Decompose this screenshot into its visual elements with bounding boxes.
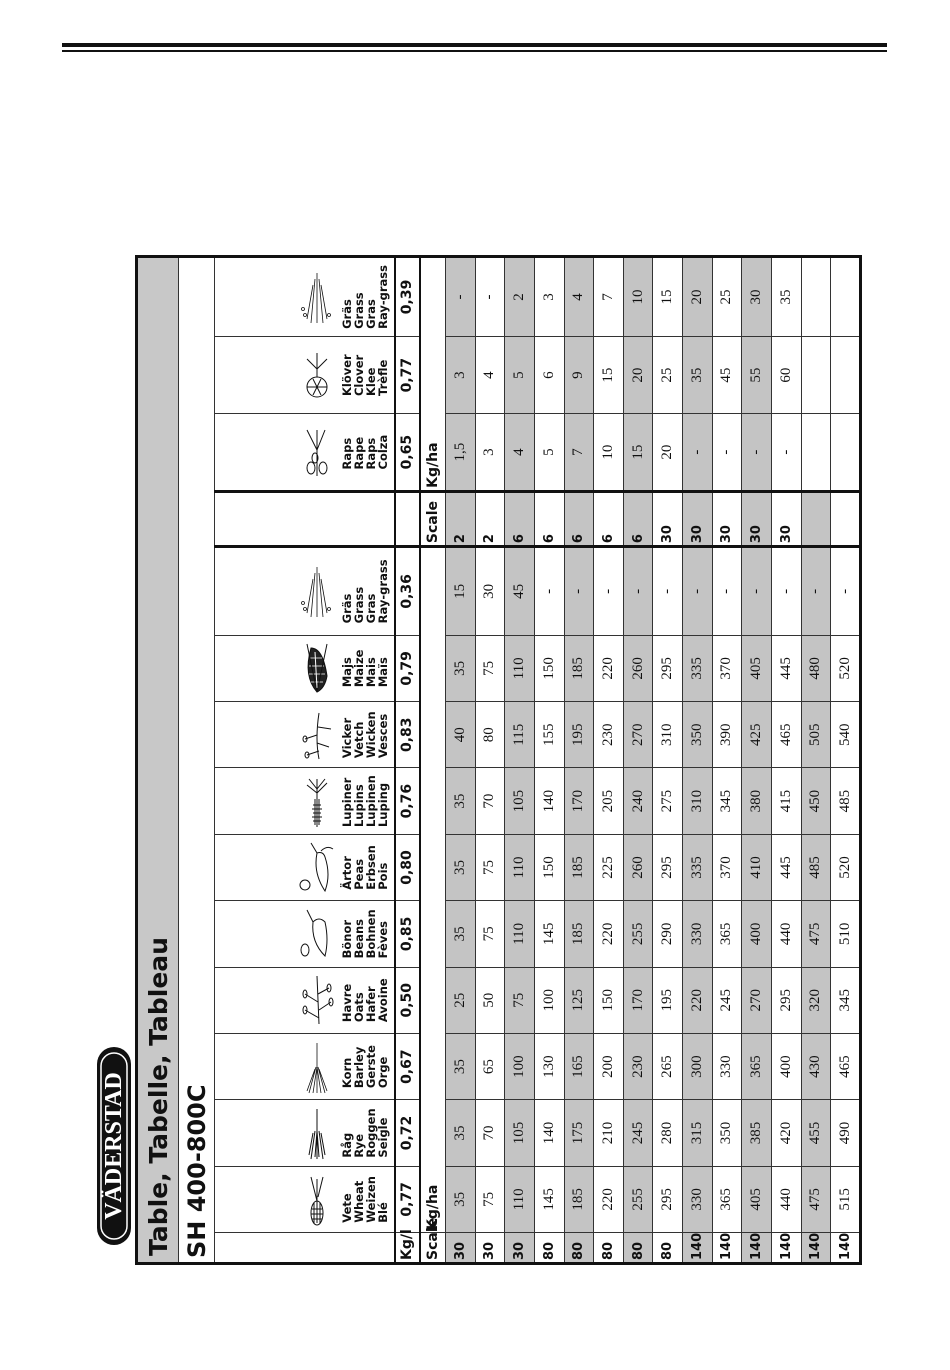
rotated-seed-table <box>135 255 862 1265</box>
corner-cell <box>215 1233 395 1264</box>
rate-value: 35 <box>446 1033 476 1099</box>
rate-value: 455 <box>801 1100 831 1166</box>
rate-value: 140 <box>534 768 564 834</box>
scale-value <box>801 491 831 546</box>
crop-header <box>215 336 395 413</box>
rate-value: 30 <box>475 547 505 636</box>
rate-value: 110 <box>505 901 535 967</box>
crop-name: Raps Rape Raps Colza <box>339 434 390 470</box>
rate-value: 220 <box>594 1166 624 1232</box>
rate-value: - <box>564 547 594 636</box>
rate-value: 445 <box>771 635 801 701</box>
density-value: 0,76 <box>395 768 420 834</box>
rate-value <box>801 257 831 337</box>
table-row <box>831 257 861 1264</box>
crop-header <box>215 834 395 900</box>
table-row <box>623 257 653 1264</box>
rate-value <box>801 336 831 413</box>
rate-value: 400 <box>742 901 772 967</box>
scale-value: 6 <box>623 491 653 546</box>
rate-value: - <box>683 547 713 636</box>
rate-value: 185 <box>564 1166 594 1232</box>
rate-value: - <box>534 547 564 636</box>
rate-value: 380 <box>742 768 772 834</box>
rate-value: 130 <box>534 1033 564 1099</box>
rate-value: 270 <box>742 967 772 1033</box>
scale-value: 30 <box>683 491 713 546</box>
rate-value: 1,5 <box>446 414 476 491</box>
rate-value: 70 <box>475 1100 505 1166</box>
rate-value: 5 <box>505 336 535 413</box>
density-value: 0,77 <box>395 336 420 413</box>
scale-value: 30 <box>505 1233 535 1264</box>
oats-icon <box>297 972 337 1028</box>
header-rule-thick <box>62 43 887 47</box>
rate-value: 15 <box>653 257 683 337</box>
rate-value: 100 <box>534 967 564 1033</box>
rate-value: 520 <box>831 635 861 701</box>
rate-value: 345 <box>831 967 861 1033</box>
rate-value: 195 <box>564 702 594 768</box>
rate-value: 30 <box>742 257 772 337</box>
scale-value: 80 <box>653 1233 683 1264</box>
rate-value: 210 <box>594 1100 624 1166</box>
rate-value: 415 <box>771 768 801 834</box>
scale-value: 30 <box>446 1233 476 1264</box>
rate-value: 230 <box>623 1033 653 1099</box>
rate-value <box>831 414 861 491</box>
rate-value: 2 <box>505 257 535 337</box>
rate-value: 335 <box>683 635 713 701</box>
rate-value: - <box>771 414 801 491</box>
rate-value: 105 <box>505 768 535 834</box>
density-value: 0,36 <box>395 547 420 636</box>
rate-value: 140 <box>534 1100 564 1166</box>
rate-value: 7 <box>564 414 594 491</box>
rate-value: 465 <box>771 702 801 768</box>
rate-value: 7 <box>594 257 624 337</box>
scale-value: 80 <box>564 1233 594 1264</box>
table-row <box>683 257 713 1264</box>
rate-value: 220 <box>594 635 624 701</box>
rate-value: 10 <box>623 257 653 337</box>
rate-value: 390 <box>712 702 742 768</box>
scale-value: 140 <box>801 1233 831 1264</box>
clover-icon <box>297 347 337 403</box>
rate-value: 155 <box>534 702 564 768</box>
rate-value: 515 <box>831 1166 861 1232</box>
rate-value: 430 <box>801 1033 831 1099</box>
rate-value: 240 <box>623 768 653 834</box>
table-row <box>505 257 535 1264</box>
rate-value: 310 <box>653 702 683 768</box>
crop-name: Vicker Vetch Wicken Vesces <box>339 711 390 759</box>
crop-name: Gräs Grass Gras Ray-grass <box>339 265 390 329</box>
rate-value: - <box>475 257 505 337</box>
rate-value: 50 <box>475 967 505 1033</box>
rate-value: 450 <box>801 768 831 834</box>
table-row <box>801 257 831 1264</box>
rate-value: 440 <box>771 1166 801 1232</box>
rate-value: 145 <box>534 901 564 967</box>
scale-value: 6 <box>505 491 535 546</box>
table-row <box>446 257 476 1264</box>
rate-value: 35 <box>683 336 713 413</box>
rate-value: 75 <box>475 1166 505 1232</box>
scale-value: 80 <box>623 1233 653 1264</box>
crop-header <box>215 901 395 967</box>
rate-value: - <box>594 547 624 636</box>
crop-name: Klöver Clover Klee Trèfle <box>339 354 390 397</box>
vaderstad-logo <box>95 1045 133 1247</box>
table-title: Table, Tabelle, Tableau <box>137 257 179 1264</box>
rate-value: 295 <box>653 635 683 701</box>
seed-rate-table <box>135 255 862 1265</box>
rate-value: 350 <box>683 702 713 768</box>
rate-value: - <box>831 547 861 636</box>
rate-value: 15 <box>446 547 476 636</box>
table-row <box>475 257 505 1264</box>
rate-value: 315 <box>683 1100 713 1166</box>
rate-value: 320 <box>801 967 831 1033</box>
rate-value: 345 <box>712 768 742 834</box>
rate-value: 295 <box>771 967 801 1033</box>
crop-header <box>215 257 395 337</box>
rate-value: 35 <box>446 768 476 834</box>
rate-value: 245 <box>712 967 742 1033</box>
rate-value: 4 <box>505 414 535 491</box>
rate-value: 335 <box>683 834 713 900</box>
rye-icon <box>297 1105 337 1161</box>
rate-value: 150 <box>534 834 564 900</box>
rate-value: - <box>712 414 742 491</box>
rate-value: 35 <box>446 901 476 967</box>
rate-value: - <box>446 257 476 337</box>
rate-value: 35 <box>446 1100 476 1166</box>
peas-icon <box>297 839 337 895</box>
rate-value: 270 <box>623 702 653 768</box>
rate-value: 195 <box>653 967 683 1033</box>
rate-value: 80 <box>475 702 505 768</box>
rate-value: 365 <box>712 901 742 967</box>
rate-value: 175 <box>564 1100 594 1166</box>
rate-value: 55 <box>742 336 772 413</box>
brand-text: VÄDERSTAD <box>101 1072 127 1220</box>
rate-value: 185 <box>564 834 594 900</box>
rate-value: 6 <box>534 336 564 413</box>
scale-header-b: Scale <box>420 491 445 546</box>
rate-value: 170 <box>564 768 594 834</box>
rate-value: 20 <box>623 336 653 413</box>
crop-name: Ärtor Peas Erbsen Pois <box>339 845 390 890</box>
scale-value: 140 <box>683 1233 713 1264</box>
scale-value: 30 <box>475 1233 505 1264</box>
rate-value: 9 <box>564 336 594 413</box>
rate-value: 405 <box>742 635 772 701</box>
rate-value: 75 <box>475 901 505 967</box>
rate-value: 540 <box>831 702 861 768</box>
rate-value: 3 <box>534 257 564 337</box>
rate-value: - <box>653 547 683 636</box>
rate-value: 75 <box>505 967 535 1033</box>
scale-value: 140 <box>771 1233 801 1264</box>
scale-value: 30 <box>771 491 801 546</box>
crop-header <box>215 702 395 768</box>
density-value: 0,50 <box>395 967 420 1033</box>
scale-value: 140 <box>742 1233 772 1264</box>
rate-value: 475 <box>801 1166 831 1232</box>
rate-value: 150 <box>594 967 624 1033</box>
rate-value: 330 <box>712 1033 742 1099</box>
density-value: 0,72 <box>395 1100 420 1166</box>
table-row <box>653 257 683 1264</box>
rate-value: 290 <box>653 901 683 967</box>
rate-value: 15 <box>594 336 624 413</box>
rate-value: - <box>771 547 801 636</box>
scale-value: 6 <box>564 491 594 546</box>
header-rule-thin <box>62 50 887 52</box>
crop-name: Havre Oats Hafer Avoine <box>339 978 390 1023</box>
rate-value: 125 <box>564 967 594 1033</box>
rate-value: 310 <box>683 768 713 834</box>
density-label: Kg/l <box>395 1233 420 1264</box>
lupins-icon <box>297 773 337 829</box>
scale-value: 80 <box>594 1233 624 1264</box>
rate-value: 110 <box>505 635 535 701</box>
table-row <box>594 257 624 1264</box>
table-row <box>564 257 594 1264</box>
beans-icon <box>297 906 337 962</box>
table-row <box>771 257 801 1264</box>
rate-value: 245 <box>623 1100 653 1166</box>
rate-value: 255 <box>623 1166 653 1232</box>
density-value: 0,79 <box>395 635 420 701</box>
rate-value: 350 <box>712 1100 742 1166</box>
rate-value: 185 <box>564 635 594 701</box>
table-row <box>742 257 772 1264</box>
rate-value: 420 <box>771 1100 801 1166</box>
unit-header-a: Kg/ha <box>420 547 445 1233</box>
rate-value: 370 <box>712 834 742 900</box>
rate-value: 75 <box>475 635 505 701</box>
rate-value: 70 <box>475 768 505 834</box>
rate-value: 465 <box>831 1033 861 1099</box>
scale-value: 30 <box>653 491 683 546</box>
rate-value: 100 <box>505 1033 535 1099</box>
crop-name: Korn Barley Gerste Orge <box>339 1045 390 1089</box>
rate-value: 440 <box>771 901 801 967</box>
rate-value: 485 <box>831 768 861 834</box>
crop-name: Råg Rye Roggen Seigle <box>339 1108 390 1158</box>
crop-name: Bönor Beans Bohnen Fèves <box>339 909 390 959</box>
wheat-icon <box>297 1171 337 1227</box>
rate-value: 490 <box>831 1100 861 1166</box>
rate-value: 225 <box>594 834 624 900</box>
rate-value: 365 <box>712 1166 742 1232</box>
rate-value: 4 <box>564 257 594 337</box>
rate-value: 25 <box>653 336 683 413</box>
maize-icon <box>297 640 337 696</box>
rate-value: - <box>801 547 831 636</box>
rate-value: 35 <box>771 257 801 337</box>
rate-value: 260 <box>623 635 653 701</box>
rate-value: 220 <box>594 901 624 967</box>
density-value: 0,83 <box>395 702 420 768</box>
rate-value: 200 <box>594 1033 624 1099</box>
rate-value: 365 <box>742 1033 772 1099</box>
rate-value: 15 <box>623 414 653 491</box>
rate-value: 45 <box>712 336 742 413</box>
rate-value: 330 <box>683 1166 713 1232</box>
scale-header: Scale <box>420 1233 445 1264</box>
scale-value: 2 <box>475 491 505 546</box>
rate-value: 105 <box>505 1100 535 1166</box>
rate-value: 505 <box>801 702 831 768</box>
rate-value: 485 <box>801 834 831 900</box>
rate-value: 220 <box>683 967 713 1033</box>
crop-name: Vete Wheat Weizen Blé <box>339 1176 390 1223</box>
density-value: 0,39 <box>395 257 420 337</box>
rate-value: 275 <box>653 768 683 834</box>
rate-value: 255 <box>623 901 653 967</box>
rate-value: 4 <box>475 336 505 413</box>
rate-value: 45 <box>505 547 535 636</box>
rate-value: 400 <box>771 1033 801 1099</box>
rate-value: 265 <box>653 1033 683 1099</box>
rate-value: 410 <box>742 834 772 900</box>
scale-value: 140 <box>712 1233 742 1264</box>
rate-value: 115 <box>505 702 535 768</box>
model-title: SH 400-800C <box>179 257 215 1264</box>
rate-value: 480 <box>801 635 831 701</box>
grass-icon <box>297 563 337 619</box>
rate-value <box>831 336 861 413</box>
rate-value: - <box>683 414 713 491</box>
rape-icon <box>297 424 337 480</box>
rate-value: 370 <box>712 635 742 701</box>
rate-value: 445 <box>771 834 801 900</box>
rate-value: 205 <box>594 768 624 834</box>
rate-value: - <box>742 414 772 491</box>
rate-value: 5 <box>534 414 564 491</box>
rate-value: 40 <box>446 702 476 768</box>
crop-header <box>215 768 395 834</box>
crop-header <box>215 547 395 636</box>
barley-icon <box>297 1039 337 1095</box>
rate-value: - <box>623 547 653 636</box>
rate-value: 170 <box>623 967 653 1033</box>
rate-value: 385 <box>742 1100 772 1166</box>
rate-value: 65 <box>475 1033 505 1099</box>
density-value: 0,77 <box>395 1166 420 1232</box>
table-row <box>712 257 742 1264</box>
rate-value: 185 <box>564 901 594 967</box>
crop-name: Lupiner Lupins Lupinen Luping <box>339 775 390 828</box>
rate-value: 20 <box>653 414 683 491</box>
rate-value: 295 <box>653 1166 683 1232</box>
rate-value: 405 <box>742 1166 772 1232</box>
rate-value: 110 <box>505 834 535 900</box>
rate-value: 10 <box>594 414 624 491</box>
unit-header-b: Kg/ha <box>420 257 445 492</box>
separator-cell <box>215 491 395 546</box>
crop-header <box>215 635 395 701</box>
rate-value: 230 <box>594 702 624 768</box>
rate-value: 25 <box>712 257 742 337</box>
crop-header <box>215 1166 395 1232</box>
rate-value: 475 <box>801 901 831 967</box>
scale-value: 30 <box>742 491 772 546</box>
scale-value: 6 <box>534 491 564 546</box>
rate-value: 3 <box>475 414 505 491</box>
scale-value: 2 <box>446 491 476 546</box>
rate-value <box>831 257 861 337</box>
density-value: 0,80 <box>395 834 420 900</box>
scale-value <box>831 491 861 546</box>
rate-value: 425 <box>742 702 772 768</box>
rate-value: 165 <box>564 1033 594 1099</box>
crop-name: Gräs Grass Gras Ray-grass <box>339 559 390 624</box>
rate-value: 280 <box>653 1100 683 1166</box>
rate-value: 60 <box>771 336 801 413</box>
separator-cell <box>395 491 420 546</box>
scale-value: 80 <box>534 1233 564 1264</box>
density-value: 0,67 <box>395 1033 420 1099</box>
rate-value <box>801 414 831 491</box>
rate-value: 260 <box>623 834 653 900</box>
rate-value: 35 <box>446 834 476 900</box>
rate-value: 20 <box>683 257 713 337</box>
density-value: 0,65 <box>395 414 420 491</box>
density-value: 0,85 <box>395 901 420 967</box>
rate-value: 35 <box>446 1166 476 1232</box>
crop-name: Majs Maize Mais Maïs <box>339 649 390 688</box>
rate-value: 295 <box>653 834 683 900</box>
rate-value: 3 <box>446 336 476 413</box>
rate-value: 510 <box>831 901 861 967</box>
crop-header <box>215 967 395 1033</box>
crop-header <box>215 1033 395 1099</box>
rate-value: - <box>742 547 772 636</box>
rate-value: 75 <box>475 834 505 900</box>
scale-value: 140 <box>831 1233 861 1264</box>
crop-header <box>215 414 395 491</box>
scale-value: 6 <box>594 491 624 546</box>
crop-header <box>215 1100 395 1166</box>
grass-icon <box>297 269 337 325</box>
rate-value: 35 <box>446 635 476 701</box>
table-row <box>534 257 564 1264</box>
rate-value: 520 <box>831 834 861 900</box>
rate-value: 110 <box>505 1166 535 1232</box>
rate-value: - <box>712 547 742 636</box>
scale-value: 30 <box>712 491 742 546</box>
rate-value: 330 <box>683 901 713 967</box>
rate-value: 145 <box>534 1166 564 1232</box>
rate-value: 300 <box>683 1033 713 1099</box>
rate-value: 25 <box>446 967 476 1033</box>
rate-value: 150 <box>534 635 564 701</box>
vetch-icon <box>297 707 337 763</box>
